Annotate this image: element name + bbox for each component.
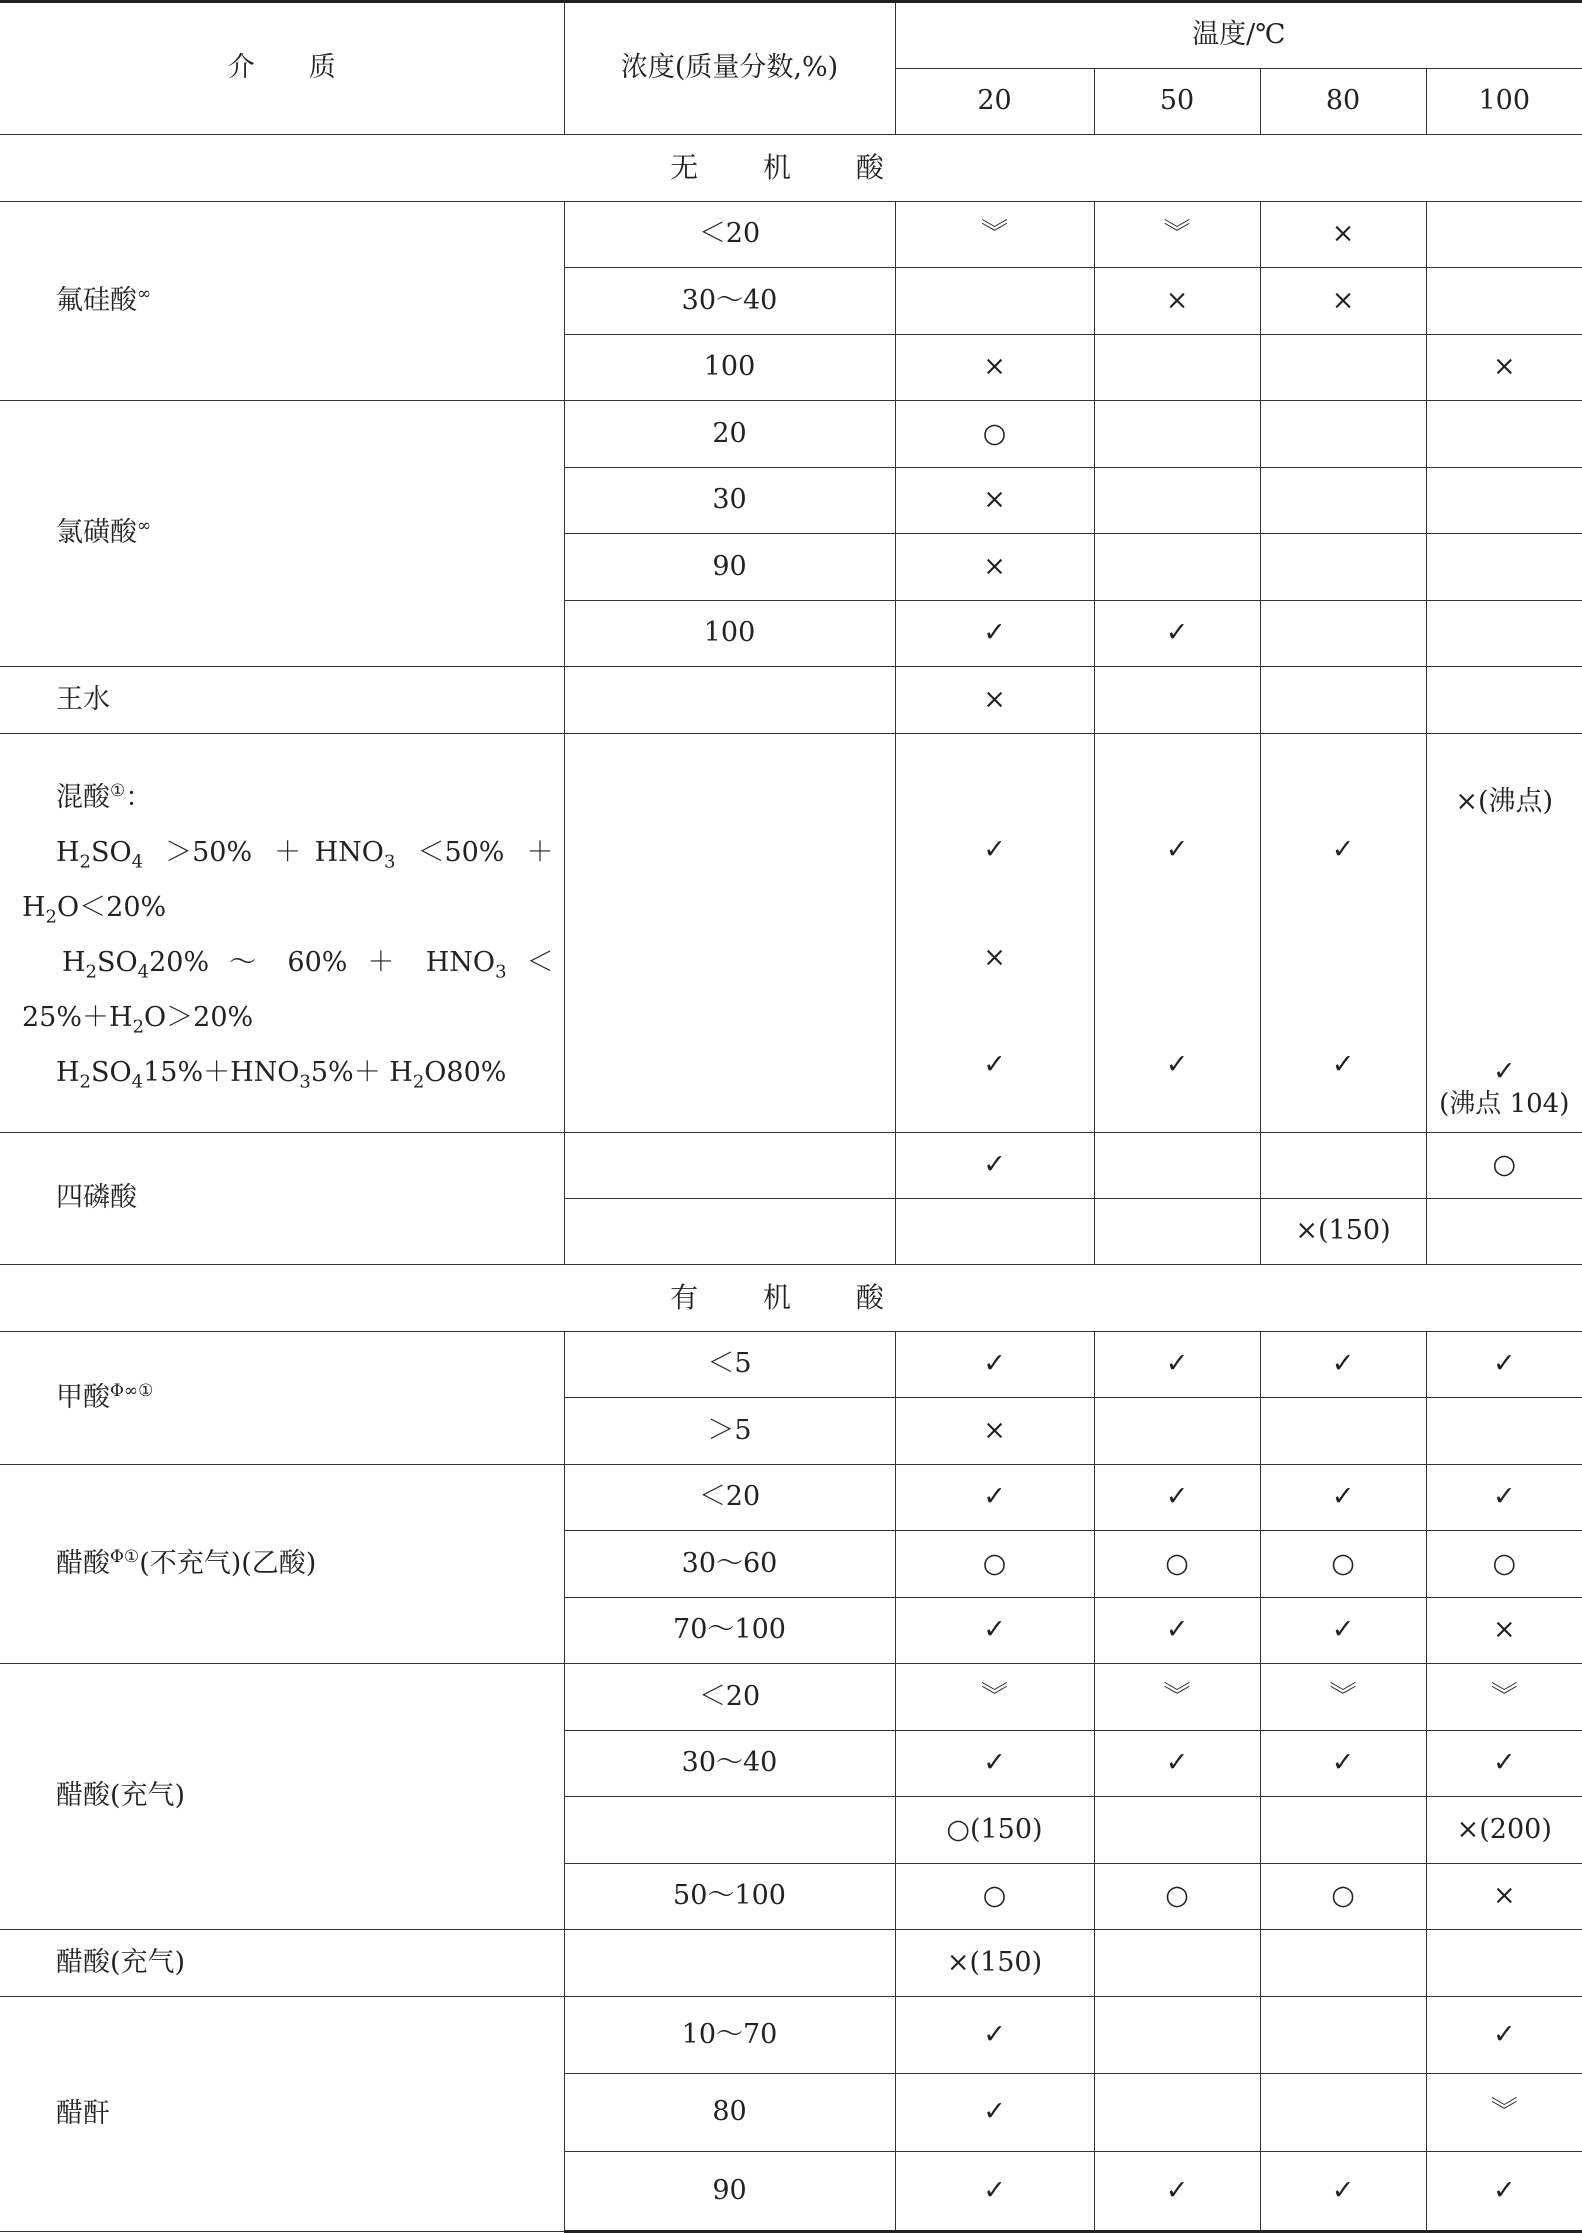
rating-cell xyxy=(1260,2074,1426,2152)
mixed-acid-line1: $H_2SO_4 >50\% +HNO_3 <50\%$ ＋ xyxy=(0,825,554,880)
rating-cell: × xyxy=(1260,268,1426,335)
rating-cell xyxy=(1260,534,1426,601)
mixed-acid-line3: $H_2SO_415\%+HNO_35\%+ H_2O80\%$ xyxy=(0,1045,554,1100)
rating-cell xyxy=(1094,534,1260,601)
medium-acetic-air-2: 醋酸(充气) xyxy=(0,1930,564,1997)
mixed-acid-line2b: $25\%+H_2O>20\%$ xyxy=(0,990,554,1045)
rating-cell xyxy=(1094,1997,1260,2074)
rating-cell xyxy=(1426,1930,1582,1997)
conc-cell xyxy=(564,1930,895,1997)
conc-cell: ＜20 xyxy=(564,1465,895,1531)
rating-mark: ✓ xyxy=(1261,834,1426,866)
rating-mark: ✓ xyxy=(1095,834,1260,866)
rating-cell: ✓ xyxy=(895,1133,1094,1199)
conc-cell xyxy=(564,1199,895,1265)
medium-formic: 甲酸$^{\Phi\infty ①}$ xyxy=(0,1332,564,1465)
conc-cell: 70～100 xyxy=(564,1598,895,1664)
rating-cell: ✓ xyxy=(1260,1465,1426,1531)
conc-cell: 30～60 xyxy=(564,1531,895,1598)
rating-cell xyxy=(1426,401,1582,468)
rating-cell: ×(150) xyxy=(895,1930,1094,1997)
rating-cell: ✓ xyxy=(895,601,1094,667)
rating-cell xyxy=(1260,1398,1426,1465)
rating-cell: ✓ xyxy=(1094,2152,1260,2232)
header-concentration: 浓度(质量分数,%) xyxy=(564,2,895,135)
rating-cell: × xyxy=(895,1398,1094,1465)
rating-cell: ○ xyxy=(895,1864,1094,1930)
rating-mark: ✓ xyxy=(896,834,1094,866)
rating-cell-80 xyxy=(1260,734,1426,1133)
rating-cell xyxy=(1426,1199,1582,1265)
rating-cell: × xyxy=(1426,1864,1582,1930)
rating-cell: ○ xyxy=(1426,1133,1582,1199)
rating-cell xyxy=(1260,1997,1426,2074)
conc-cell: 10～70 xyxy=(564,1997,895,2074)
rating-cell xyxy=(1094,401,1260,468)
conc-cell xyxy=(564,734,895,1133)
rating-cell xyxy=(1094,2074,1260,2152)
conc-cell: 30～40 xyxy=(564,1731,895,1797)
rating-cell-50 xyxy=(1094,734,1260,1133)
header-medium: 介 质 xyxy=(0,2,564,135)
rating-cell: ✓ xyxy=(1260,2152,1426,2232)
rating-cell: ︾ xyxy=(1426,2074,1582,2152)
conc-cell: 90 xyxy=(564,534,895,601)
rating-cell xyxy=(1260,335,1426,401)
rating-cell: ○ xyxy=(1094,1864,1260,1930)
rating-cell: × xyxy=(895,468,1094,534)
medium-acetic-air: 醋酸(充气) xyxy=(0,1664,564,1930)
rating-cell xyxy=(1260,1797,1426,1864)
section-inorganic: 无 机 酸 xyxy=(0,135,1582,202)
medium-tetraphosphoric: 四磷酸 xyxy=(0,1133,564,1265)
rating-cell xyxy=(1260,468,1426,534)
rating-cell xyxy=(895,268,1094,335)
rating-cell xyxy=(1426,601,1582,667)
rating-cell: ✓ xyxy=(895,1465,1094,1531)
rating-cell: ︾ xyxy=(1094,202,1260,268)
rating-cell: ✓ xyxy=(895,1332,1094,1398)
header-temp-50: 50 xyxy=(1094,69,1260,135)
rating-cell: ✓ xyxy=(895,2074,1094,2152)
rating-cell: ✓ xyxy=(1094,601,1260,667)
rating-cell: ✓ xyxy=(895,2152,1094,2232)
conc-cell: ＞5 xyxy=(564,1398,895,1465)
rating-cell: ○ xyxy=(1260,1531,1426,1598)
rating-cell xyxy=(1094,1930,1260,1997)
rating-cell xyxy=(1094,1398,1260,1465)
rating-mark: ✓ xyxy=(1261,1049,1426,1081)
rating-cell: ✓ xyxy=(1094,1332,1260,1398)
rating-cell xyxy=(1094,1199,1260,1265)
rating-cell xyxy=(1094,1797,1260,1864)
rating-cell: × xyxy=(1260,202,1426,268)
rating-cell: ✓ xyxy=(1260,1731,1426,1797)
rating-cell: ○(150) xyxy=(895,1797,1094,1864)
rating-cell: × xyxy=(895,335,1094,401)
rating-cell xyxy=(1426,468,1582,534)
rating-cell: × xyxy=(895,534,1094,601)
rating-cell xyxy=(1094,468,1260,534)
rating-cell: ✓ xyxy=(1260,1598,1426,1664)
rating-cell: ︾ xyxy=(1426,1664,1582,1731)
rating-cell xyxy=(1426,667,1582,734)
mixed-acid-title: 混酸①： xyxy=(0,770,554,825)
rating-cell xyxy=(1260,1930,1426,1997)
rating-mark: ✓ xyxy=(1427,1056,1582,1088)
rating-cell: ✓ xyxy=(1426,1731,1582,1797)
rating-cell: ✓ xyxy=(1094,1598,1260,1664)
conc-cell xyxy=(564,667,895,734)
rating-cell: ○ xyxy=(895,401,1094,468)
rating-cell: ○ xyxy=(1426,1531,1582,1598)
rating-cell: ✓ xyxy=(1426,1332,1582,1398)
rating-cell: ○ xyxy=(1260,1864,1426,1930)
conc-cell: 100 xyxy=(564,335,895,401)
mixed-acid-line2: $H_2SO_420\%$ ～ $60\% + HNO_3$ ＜ xyxy=(0,935,554,990)
rating-cell-20 xyxy=(895,734,1094,1133)
conc-cell: 20 xyxy=(564,401,895,468)
conc-cell: 30 xyxy=(564,468,895,534)
rating-cell xyxy=(1094,1133,1260,1199)
rating-cell: ︾ xyxy=(895,202,1094,268)
rating-cell: ✓ xyxy=(1260,1332,1426,1398)
conc-cell: ＜20 xyxy=(564,202,895,268)
medium-mixed-acid xyxy=(0,734,564,1133)
rating-cell: ×(150) xyxy=(1260,1199,1426,1265)
rating-cell xyxy=(1260,401,1426,468)
header-temp-20: 20 xyxy=(895,69,1094,135)
header-temp-80: 80 xyxy=(1260,69,1426,135)
rating-cell xyxy=(1094,335,1260,401)
medium-acetic-anhydride: 醋酐 xyxy=(0,1997,564,2232)
rating-cell xyxy=(1260,667,1426,734)
rating-cell: ✓ xyxy=(1426,1465,1582,1531)
rating-cell: ︾ xyxy=(895,1664,1094,1731)
rating-mark: × xyxy=(896,942,1094,974)
header-temp-100: 100 xyxy=(1426,69,1582,135)
rating-cell xyxy=(1426,268,1582,335)
conc-cell: 30～40 xyxy=(564,268,895,335)
rating-cell: ✓ xyxy=(895,1997,1094,2074)
rating-cell xyxy=(895,1199,1094,1265)
rating-cell: ︾ xyxy=(1260,1664,1426,1731)
header-temperature: 温度/℃ xyxy=(895,2,1582,69)
rating-cell: ︾ xyxy=(1094,1664,1260,1731)
medium-chlorosulfonic: 氯磺酸∞ xyxy=(0,401,564,667)
mixed-acid-line1b: $H_2O<20\%$ xyxy=(0,880,554,935)
rating-cell: ✓ xyxy=(895,1731,1094,1797)
conc-cell: 80 xyxy=(564,2074,895,2152)
rating-mark: ✓ xyxy=(896,1049,1094,1081)
conc-cell: ＜5 xyxy=(564,1332,895,1398)
rating-cell: × xyxy=(895,667,1094,734)
conc-cell: 100 xyxy=(564,601,895,667)
section-organic: 有 机 酸 xyxy=(0,1265,1582,1332)
rating-cell: × xyxy=(1426,1598,1582,1664)
rating-cell: ○ xyxy=(895,1531,1094,1598)
rating-cell: × xyxy=(1094,268,1260,335)
rating-cell xyxy=(1260,1133,1426,1199)
rating-cell: ✓ xyxy=(1094,1465,1260,1531)
conc-cell xyxy=(564,1797,895,1864)
medium-acetic-no-air: 醋酸$^{\Phi ①}$(不充气)(乙酸) xyxy=(0,1465,564,1664)
medium-fluorosilicic: 氟硅酸∞ xyxy=(0,202,564,401)
conc-cell: ＜20 xyxy=(564,1664,895,1731)
rating-cell-100 xyxy=(1426,734,1582,1133)
rating-mark: ×(沸点) xyxy=(1427,786,1582,818)
rating-cell xyxy=(1094,667,1260,734)
rating-note: (沸点 104) xyxy=(1427,1089,1582,1120)
rating-cell: ✓ xyxy=(1094,1731,1260,1797)
rating-cell xyxy=(1260,601,1426,667)
rating-cell: ○ xyxy=(1094,1531,1260,1598)
rating-cell: ×(200) xyxy=(1426,1797,1582,1864)
rating-cell xyxy=(1426,1398,1582,1465)
rating-cell xyxy=(1426,202,1582,268)
rating-cell: × xyxy=(1426,335,1582,401)
rating-mark: ✓ xyxy=(1095,1049,1260,1081)
conc-cell: 50～100 xyxy=(564,1864,895,1930)
rating-cell: ✓ xyxy=(1426,1997,1582,2074)
rating-cell xyxy=(1426,534,1582,601)
rating-cell: ✓ xyxy=(895,1598,1094,1664)
conc-cell: 90 xyxy=(564,2152,895,2232)
medium-aqua-regia: 王水 xyxy=(0,667,564,734)
rating-cell: ✓ xyxy=(1426,2152,1582,2232)
conc-cell xyxy=(564,1133,895,1199)
